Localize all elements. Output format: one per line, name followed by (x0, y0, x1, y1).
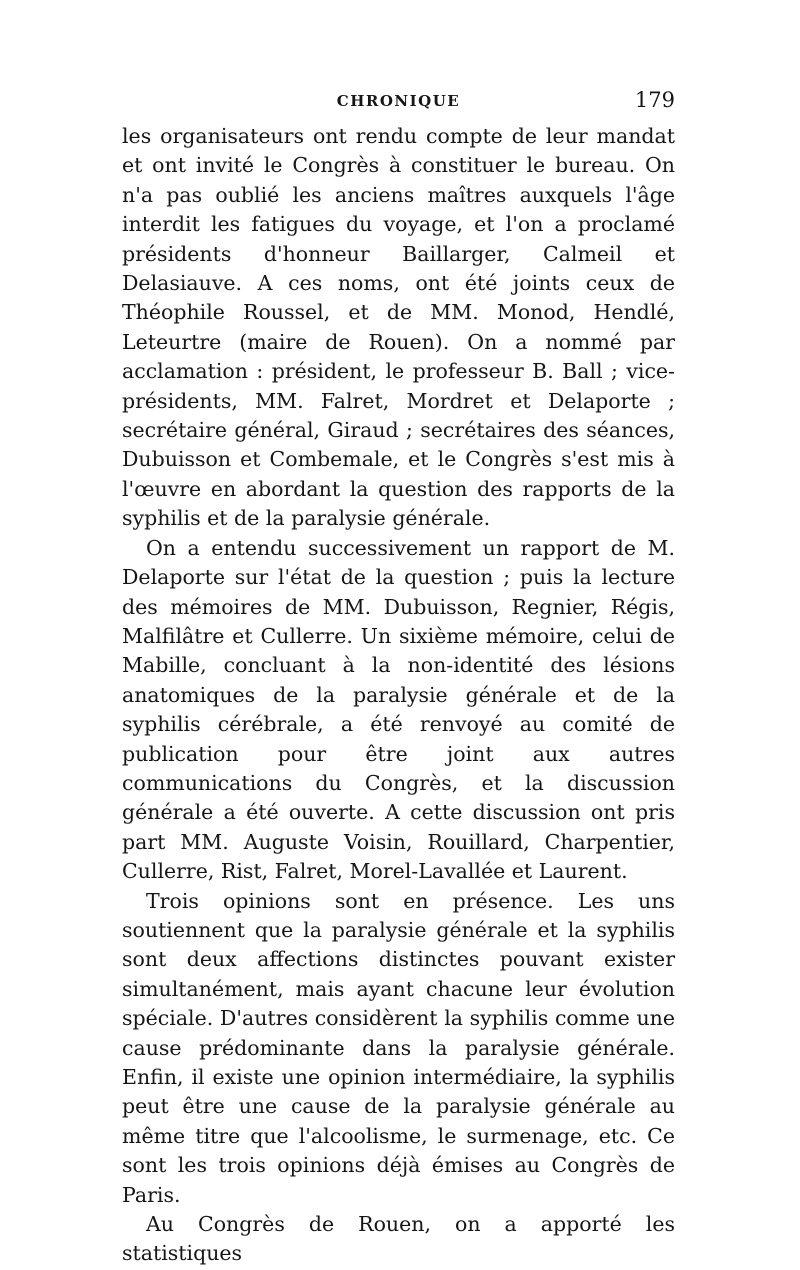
paragraph-opinions: Trois opinions sont en présence. Les uns soutiennent que la paralysie générale et la syphilis sont deux affections distinctes pouvant exister simultanément, mais ayant chacune leur évolution spéciale. D'autres considèrent la syphilis comme une cause prédominante dans la paralysie générale. Enfin, il existe une opinion intermédiaire, la syphilis peut être une cause de la paralysie générale au même titre que l'alcoolisme, le surmenage, etc. Ce sont les trois opinions déjà émises au Congrès de Paris. (122, 888, 675, 1207)
page-number: 179 (634, 88, 675, 112)
body-text (122, 122, 675, 1269)
paragraph-reports: On a entendu successivement un rapport de M. Delaporte sur l'état de la question ; puis la lecture des mémoires de MM. Dubuisson, Regnier, Régis, Malfilâtre et Cullerre. Un sixième mémoire, celui de Mabille, concluant à la non-identité des lésions anatomiques de la paralysie générale et de la syphilis cérébrale, a été renvoyé au comité de publication pour être joint aux autres communications du Congrès, et la discussion générale a été ouverte. A cette discussion ont pris part MM. Auguste Voisin, Rouillard, Charpentier, Cullerre, Rist, Falret, Morel-Lavallée et Laurent. (122, 535, 675, 884)
paragraph-rouen: Au Congrès de Rouen, on a apporté les statistiques (122, 1212, 675, 1266)
paragraph-continuation: les organisateurs ont rendu compte de leur mandat et ont invité le Congrès à constituer le bureau. On n'a pas oublié les anciens maîtres auxquels l'âge interdit les fatigues du voyage, et l'on a proclamé présidents d'honneur Baillarger, Calmeil et Delasiauve. A ces noms, ont été joints ceux de Théophile Roussel, et de MM. Monod, Hendlé, Leteurtre (maire de Rouen). On a nommé par acclamation : président, le professeur B. Ball ; vice-présidents, MM. Falret, Mordret et Delaporte ; secrétaire général, Giraud ; secrétaires des séances, Dubuisson et Combemale, et le Congrès s'est mis à l'œuvre en abordant la question des rapports de la syphilis et de la paralysie générale. (122, 124, 675, 531)
running-head (122, 88, 675, 118)
running-title: CHRONIQUE (336, 92, 461, 110)
